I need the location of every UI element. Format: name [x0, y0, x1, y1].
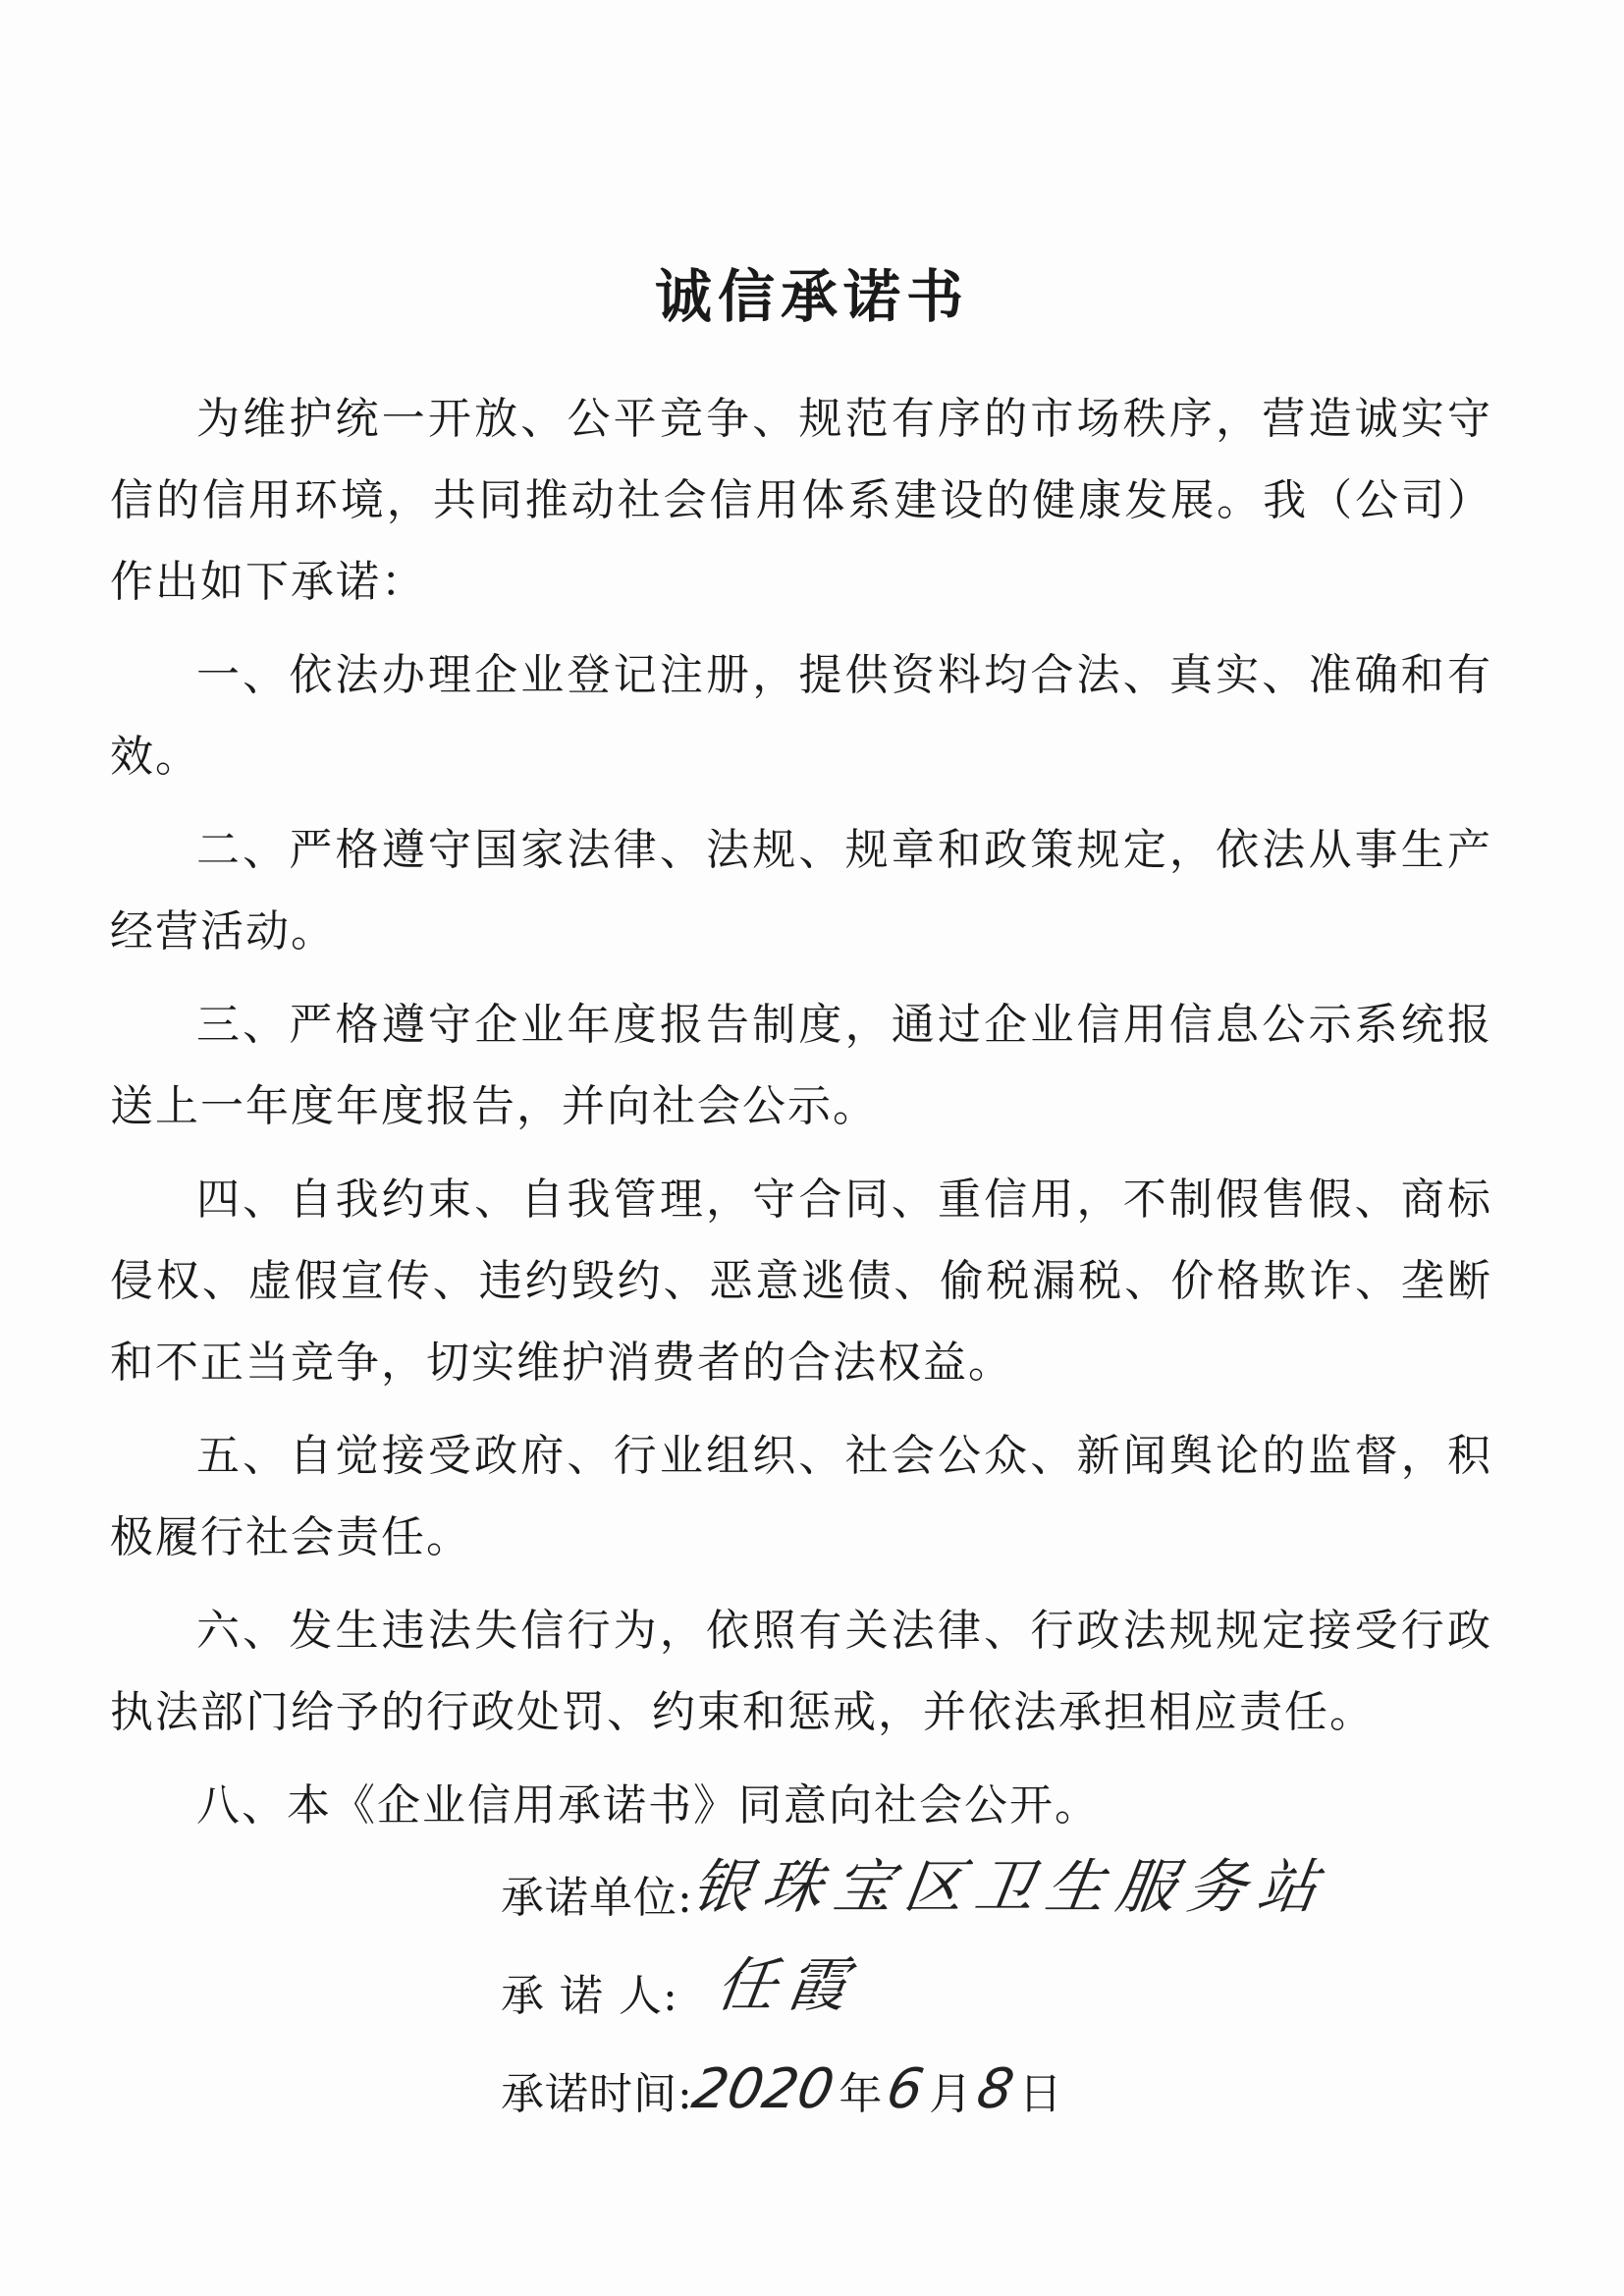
commitment-item-3: 三、严格遵守企业年度报告制度，通过企业信用信息公示系统报送上一年度年度报告，并向社会公示。 — [110, 1000, 1492, 1131]
commitment-item-6: 六、发生违法失信行为，依照有关法律、行政法规规定接受行政执法部门给予的行政处罚、约束和惩戒，并依法承担相应责任。 — [110, 1606, 1492, 1737]
commitment-item-5: 五、自觉接受政府、行业组织、社会公众、新闻舆论的监督，积极履行社会责任。 — [110, 1431, 1492, 1562]
day-handwritten: 8 — [972, 2057, 1019, 2121]
intro-paragraph: 为维护统一开放、公平竞争、规范有序的市场秩序，营造诚实守信的信用环境，共同推动社会信用体系建设的健康发展。我（公司）作出如下承诺： — [110, 394, 1492, 607]
person-row — [501, 1925, 1532, 2023]
unit-row — [501, 1827, 1532, 1925]
unit-label: 承诺单位: — [501, 1873, 693, 1923]
commitment-item-4: 四、自我约束、自我管理，守合同、重信用，不制假售假、商标侵权、虚假宣传、违约毁约、恶意逃债、偷税漏税、价格欺诈、垄断和不正当竞争，切实维护消费者的合法权益。 — [110, 1175, 1492, 1388]
month-suffix: 月 — [928, 2069, 972, 2119]
document-title: 诚信承诺书 — [654, 263, 969, 330]
commitment-item-2: 二、严格遵守国家法律、法规、规章和政策规定，依法从事生产经营活动。 — [110, 825, 1492, 957]
date-label: 承诺时间: — [501, 2069, 693, 2119]
unit-handwritten-signature: 银珠宝区卫生服务站 — [687, 1853, 1334, 1922]
year-handwritten: 2020 — [687, 2057, 839, 2121]
year-suffix: 年 — [839, 2069, 883, 2119]
day-suffix: 日 — [1018, 2069, 1062, 2119]
signature-block — [501, 1827, 1532, 2121]
commitment-item-1: 一、依法办理企业登记注册，提供资料均合法、真实、准确和有效。 — [110, 650, 1492, 782]
commitment-item-8: 八、本《企业信用承诺书》同意向社会公开。 — [196, 1780, 1100, 1831]
person-label: 承 诺 人: — [501, 1971, 678, 2021]
document-body — [110, 378, 1492, 1858]
date-row — [501, 2023, 1532, 2121]
person-handwritten-signature: 任霞 — [712, 1951, 864, 2020]
month-handwritten: 6 — [882, 2057, 929, 2121]
